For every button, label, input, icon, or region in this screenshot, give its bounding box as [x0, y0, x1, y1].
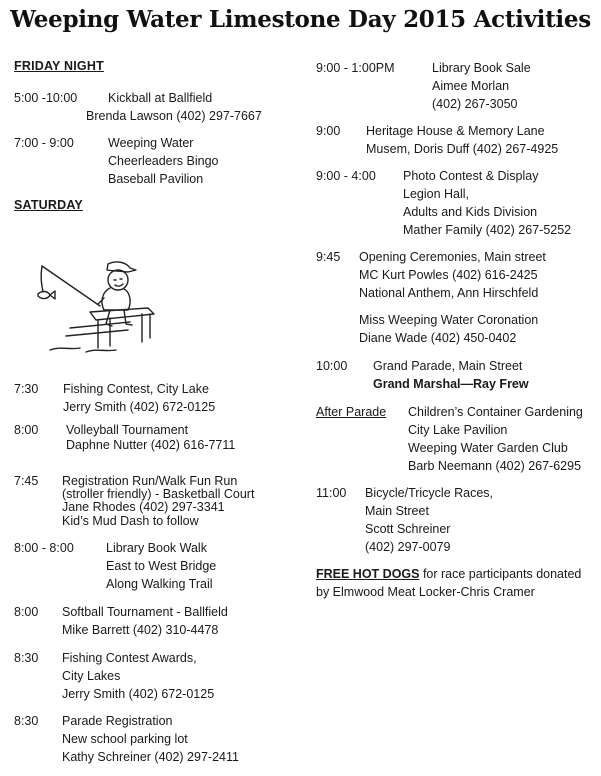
event-time: 8:30: [14, 651, 39, 665]
page-title: Weeping Water Limestone Day 2015 Activities: [10, 6, 591, 33]
event-time: 10:00: [316, 359, 348, 373]
note-line2: by Elmwood Meat Locker-Chris Cramer: [316, 585, 535, 599]
event-line: Grand Marshal—Ray Frew: [373, 377, 529, 391]
event-time: 7:00 - 9:00: [14, 136, 74, 150]
event-line: Volleyball Tournament: [66, 423, 189, 437]
event-line: Jane Rhodes (402) 297-3341: [62, 500, 225, 514]
event-line: East to West Bridge: [106, 559, 217, 573]
event-line: MC Kurt Powles (402) 616-2425: [359, 268, 538, 282]
event-line: Registration Run/Walk Fun Run: [62, 474, 238, 488]
event-time: 9:45: [316, 250, 341, 264]
event-line: City Lakes: [62, 669, 121, 683]
fishing-boy-clipart: [30, 258, 160, 358]
event-line: Along Walking Trail: [106, 577, 213, 591]
event-line: Legion Hall,: [403, 187, 470, 201]
event-line: Miss Weeping Water Coronation: [359, 313, 539, 327]
event-line: Kickball at Ballfield: [108, 91, 213, 105]
event-line: Parade Registration: [62, 714, 173, 728]
event-line: Barb Neemann (402) 267-6295: [408, 459, 582, 473]
event-line: Diane Wade (402) 450-0402: [359, 331, 517, 345]
event-line: Main Street: [365, 504, 429, 518]
event-line: Cheerleaders Bingo: [108, 154, 219, 168]
event-line: National Anthem, Ann Hirschfeld: [359, 286, 539, 300]
friday-heading: FRIDAY NIGHT: [14, 59, 104, 73]
event-line: Brenda Lawson (402) 297-7667: [86, 109, 262, 123]
event-line: Fishing Contest Awards,: [62, 651, 197, 665]
event-line: Mike Barrett (402) 310-4478: [62, 623, 219, 637]
event-line: Opening Ceremonies, Main street: [359, 250, 546, 264]
event-line: Adults and Kids Division: [403, 205, 538, 219]
event-time: 9:00 - 4:00: [316, 169, 376, 183]
event-line: Jerry Smith (402) 672-0125: [62, 687, 215, 701]
event-line: Kathy Schreiner (402) 297-2411: [62, 750, 239, 764]
event-line: Photo Contest & Display: [403, 169, 539, 183]
event-line: Softball Tournament - Ballfield: [62, 605, 228, 619]
event-line: (stroller friendly) - Basketball Court: [62, 487, 255, 501]
event-time: 7:45: [14, 474, 39, 488]
event-line: Scott Schreiner: [365, 522, 451, 536]
event-line: Jerry Smith (402) 672-0125: [63, 400, 216, 414]
event-line: Weeping Water: [108, 136, 194, 150]
event-time: 8:30: [14, 714, 39, 728]
event-line: Weeping Water Garden Club: [408, 441, 568, 455]
event-time: 11:00: [316, 486, 347, 500]
event-line: Library Book Sale: [432, 61, 531, 75]
event-line: Children’s Container Gardening: [408, 405, 583, 419]
event-line: City Lake Pavilion: [408, 423, 508, 437]
event-time: After Parade: [316, 405, 387, 419]
event-line: Grand Parade, Main Street: [373, 359, 523, 373]
note-bold: FREE HOT DOGS: [316, 567, 420, 581]
event-line: Aimee Morlan: [432, 79, 510, 93]
event-line: Kid’s Mud Dash to follow: [62, 514, 199, 528]
event-line: Baseball Pavilion: [108, 172, 204, 186]
event-time: 8:00 - 8:00: [14, 541, 74, 555]
event-time: 9:00 - 1:00PM: [316, 61, 395, 75]
event-line: Bicycle/Tricycle Races,: [365, 486, 494, 500]
event-line: Library Book Walk: [106, 541, 207, 555]
event-time: 7:30: [14, 382, 39, 396]
event-line: Mather Family (402) 267-5252: [403, 223, 572, 237]
saturday-heading: SATURDAY: [14, 198, 83, 212]
note-text: for race participants donated: [419, 567, 582, 581]
event-time: 8:00: [14, 423, 39, 437]
event-time: 8:00: [14, 605, 39, 619]
event-line: Heritage House & Memory Lane: [366, 124, 545, 138]
event-time: 9:00: [316, 124, 341, 138]
event-line: Musem, Doris Duff (402) 267-4925: [366, 142, 559, 156]
event-line: New school parking lot: [62, 732, 188, 746]
event-line: Daphne Nutter (402) 616-7711: [66, 438, 236, 452]
event-line: Fishing Contest, City Lake: [63, 382, 209, 396]
event-time: 5:00 -10:00: [14, 91, 78, 105]
event-line: (402) 267-3050: [432, 97, 518, 111]
event-line: (402) 297-0079: [365, 540, 451, 554]
